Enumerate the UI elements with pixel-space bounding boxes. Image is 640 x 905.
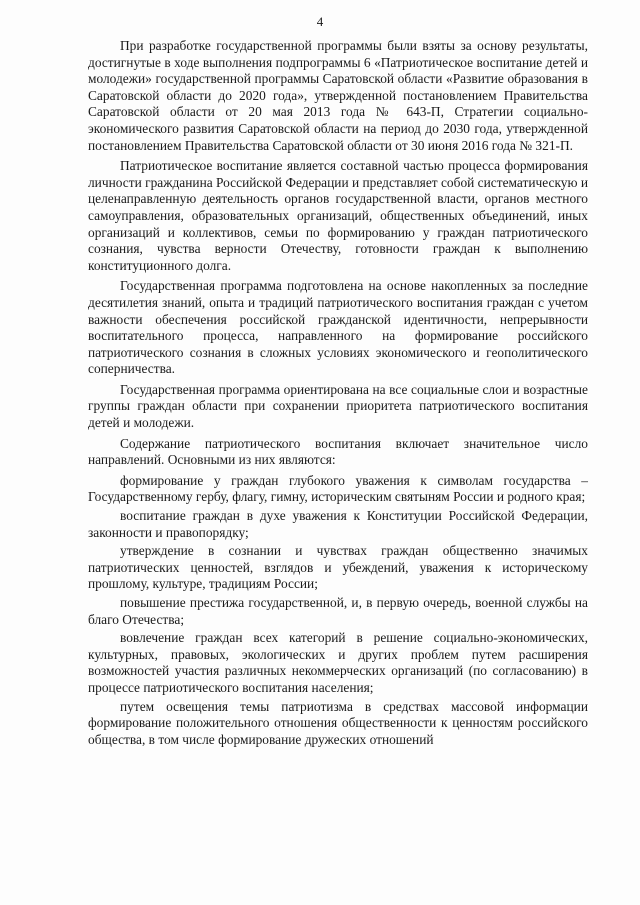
list-item: вовлечение граждан всех категорий в решение социально-экономических, культурных, правовых, экологических и других проблем путем расширения возможностей участия различных некоммерческих организаций (по согласованию) в процессе патриотического воспитания населения; (88, 630, 588, 695)
paragraph: Государственная программа подготовлена на основе накопленных за последние десятилетия знаний, опыта и традиций патриотического воспитания граждан с учетом важности обеспечения российской гражданской идентичности, непрерывности воспитательного процесса, направленного на формирование российского патриотического сознания в сложных условиях экономического и геополитического соперничества. (88, 278, 588, 377)
list-item: воспитание граждан в духе уважения к Конституции Российской Федерации, законности и правопорядку; (88, 508, 588, 540)
list-item: путем освещения темы патриотизма в средствах массовой информации формирование положительного отношения общественности к ценностям российского общества, в том числе формирование дружеских отношений (88, 698, 588, 747)
document-body (88, 38, 588, 750)
list-item: утверждение в сознании и чувствах граждан общественно значимых патриотических ценностей, взглядов и убеждений, уважения к историческому прошлому, культуре, традициям России; (88, 543, 588, 592)
paragraph: При разработке государственной программы были взяты за основу результаты, достигнутые в ходе выполнения подпрограммы 6 «Патриотическое воспитание детей и молодежи» государственной программы Саратовской области «Развитие образования в Саратовской области до 2020 года», утвержденной постановлением Правительства Саратовской области от 20 мая 2013 года № 643-П, Стратегии социально-экономического развития Саратовской области на период до 2030 года, утвержденной постановлением Правительства Саратовской области от 30 июня 2016 года № 321-П. (88, 38, 588, 153)
page-number: 4 (316, 14, 324, 29)
paragraph: Содержание патриотического воспитания включает значительное число направлений. Основными из них являются: (88, 435, 588, 468)
paragraph: Государственная программа ориентирована на все социальные слои и возрастные группы граждан области при сохранении приоритета патриотического воспитания детей и молодежи. (88, 381, 588, 431)
paragraph: Патриотическое воспитание является составной частью процесса формирования личности гражданина Российской Федерации и представляет собой систематическую и целенаправленную деятельность органов государственной власти, органов местного самоуправления, образовательных организаций, общественных объединений, иных организаций и коллективов, семьи по формированию у граждан патриотического сознания, чувства верности Отечеству, готовности граждан к выполнению конституционного долга. (88, 158, 588, 273)
list-item: формирование у граждан глубокого уважения к символам государства – Государственному гербу, флагу, гимну, историческим святыням России и родного края; (88, 472, 588, 505)
list-item: повышение престижа государственной, и, в первую очередь, военной службы на благо Отечества; (88, 595, 588, 627)
